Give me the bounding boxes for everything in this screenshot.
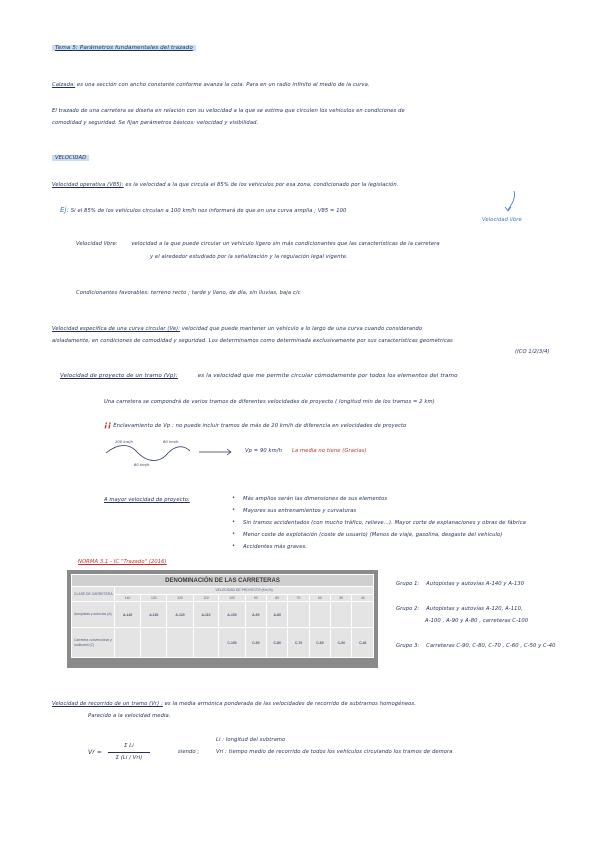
table-speed-cell: 60: [309, 594, 330, 602]
table-cell: A-110: [193, 602, 219, 628]
table-cell: A-130: [141, 602, 167, 628]
mayor-velocidad: [104, 497, 190, 504]
table-cell: C-100: [219, 628, 245, 658]
norma-label: NORMA 3.1 - IC "Trazado" (2016): [78, 559, 167, 565]
formula-def-2: Vri : tiempo medio de recorrido de todos los vehículos circulando los tramos de demora: [216, 749, 453, 755]
table-cell: C-50: [331, 628, 352, 658]
formula-vp-note: La media no tiene (Gracias): [292, 448, 367, 454]
table-speed-cell: 110: [193, 594, 219, 602]
table-speed-cell: 70: [288, 594, 309, 602]
grupo-3-text: Carreteras C-90, C-80, C-70 , C-60 , C-50 y C-40: [426, 643, 556, 649]
table-row: [72, 602, 374, 628]
bullet-icon: •: [232, 531, 236, 537]
grupo-1-label: Grupo 1:: [396, 581, 420, 587]
bullet-icon: •: [232, 507, 236, 513]
bullet-icon: •: [232, 543, 236, 549]
side-note: Velocidad libre: [482, 217, 522, 223]
velocidad-especifica-label: Velocidad específica de una curva circular (Ve):: [52, 326, 181, 332]
grupo-3-label: Grupo 3:: [396, 643, 420, 649]
table-cell: [193, 628, 219, 658]
formula-vr-lhs: Vr =: [88, 749, 102, 756]
grupo-2-label: Grupo 2:: [396, 606, 420, 612]
table-row-label: Carretera convencional y multicarril (C): [72, 628, 115, 658]
table-cell: A-100: [219, 602, 245, 628]
formula-vp: Vp = 90 km/h: [245, 448, 283, 454]
velocidad-proyecto: [60, 373, 458, 380]
table-title: DENOMINACIÓN DE LAS CARRETERAS: [72, 575, 374, 587]
table-speed-cell: 90: [245, 594, 266, 602]
velocidad-especifica: [52, 326, 422, 333]
table-row-label: Autopistas y autovías (A): [72, 602, 115, 628]
curve-label-1: 100 km/h: [115, 440, 133, 444]
denominacion-table: [71, 574, 374, 658]
curved-arrow-icon: [500, 190, 520, 214]
table-cell: C-90: [245, 628, 266, 658]
warning-text: Enclavamiento de Vp : no puede incluir tramos de más de 20 km/h de diferencia en velocidades de proyecto: [113, 423, 407, 429]
velocidad-libre-line-1: velocidad a la que puede circular un vehículo ligero sin más condicionantes que las características de la carretera: [131, 241, 440, 247]
velocidad-especifica-line-2: aisladamente, en condiciones de comodidad y seguridad. Los determinamos como determinada exclusivamente por sus características geométricas: [52, 338, 453, 344]
table-cell: [331, 602, 352, 628]
table-speed-cell: 140: [115, 594, 141, 602]
table-cell: [288, 602, 309, 628]
table-speed-cell: 50: [331, 594, 352, 602]
table-speed-cell: 40: [352, 594, 374, 602]
table-cell: C-40: [352, 628, 374, 658]
table-cell: [309, 602, 330, 628]
velocidad-recorrido-label: Velocidad de recorrido de un tramo (Vr) :: [52, 701, 163, 707]
mayor-velocidad-item-4: Menor coste de explotación (coste de usuario) (Menos de viaje, gasolina, desgaste del vehículo): [243, 532, 503, 538]
velocidad-recorrido: [52, 701, 416, 708]
fraction-bar: [108, 752, 150, 753]
mayor-velocidad-item-1: Más amplios serán las dimensiones de sus elementos: [243, 496, 388, 502]
table-cell: C-80: [266, 628, 287, 658]
mayor-velocidad-label: A mayor velocidad de proyecto:: [104, 497, 190, 503]
velocidad-libre-label: Velocidad libre:: [76, 241, 118, 247]
section-label-text: VELOCIDAD: [52, 155, 89, 161]
formula-def-1: Li : longitud del subtramo: [216, 737, 286, 743]
grupo-2-line-2: A-100 , A-90 y A-80 , carreteras C-100: [425, 618, 529, 624]
example-text: Si el 85% de los vehículos circulan a 100 km/h nos informará de que en una curva amplia ; V85 = 100: [70, 208, 347, 214]
table-speed-cell: 100: [219, 594, 245, 602]
condicionantes: [76, 290, 301, 297]
velocidad-recorrido-line-1: es la media armónica ponderada de las velocidades de recorrido de subtramos homogéneos.: [164, 701, 416, 707]
table-class-header: CLASE DE CARRETERA: [72, 587, 115, 602]
grupo-3: [396, 643, 556, 650]
table-cell: A-120: [167, 602, 193, 628]
definition: [52, 82, 370, 89]
warning-icon: ¡¡: [104, 420, 112, 429]
definition-text: es una sección con ancho constante conforme avanza la cota. Para en un radio infinito al medio de la curva.: [76, 82, 370, 88]
velocidad-proyecto-line-2: Una carretera se compondrá de varios tramos de diferentes velocidades de proyecto ( longitud mín de los tramos = 2 km): [104, 399, 435, 405]
velocidad-operacion-label: Velocidad operativa (V85):: [52, 182, 124, 188]
curve-label-2: 80 km/h: [163, 440, 179, 444]
table-cell: [115, 628, 141, 658]
formula-denominator: Σ (Li / Vri): [115, 755, 143, 761]
grupo-2: [396, 606, 523, 613]
velocidad-especifica-line-1: velocidad que puede mantener un vehículo a lo largo de una curva cuando considerando: [181, 326, 423, 332]
arrow-right-icon: [198, 447, 234, 457]
table-speed-header: VELOCIDAD DE PROYECTO (Km /h): [115, 587, 374, 595]
table-cell: C-70: [288, 628, 309, 658]
velocidad-operacion: [52, 182, 398, 189]
example-prefix: Ej:: [60, 206, 70, 214]
grupo-1: [396, 581, 524, 588]
table-cell: [167, 628, 193, 658]
velocidad-proyecto-text: es la velocidad que me permite circular cómodamente por todos los elementos del tramo: [197, 373, 458, 379]
table-cell: [352, 602, 374, 628]
velocidad-recorrido-line-2: Parecido a la velocidad media.: [88, 713, 171, 719]
table-speed-cell: 130: [141, 594, 167, 602]
page-title-text: Tema 5: Parámetros fundamentales del trazado: [52, 45, 196, 51]
table-speed-cell: 80: [266, 594, 287, 602]
grupo-2-line-1: Autopistas y autovías A-120, A-110,: [426, 606, 523, 612]
section-label: [52, 155, 89, 162]
page-title: [52, 45, 196, 52]
curve-label-3: 60 km/h: [134, 463, 150, 467]
formula-where: siendo ;: [178, 749, 200, 755]
mayor-velocidad-item-5: Accidentes más graves.: [243, 544, 308, 550]
formula-numerator: Σ Li: [124, 743, 134, 749]
velocidad-operacion-example: [60, 207, 346, 215]
table-cell: A-80: [266, 602, 287, 628]
velocidad-operacion-text: es la velocidad a la que circula el 85% de los vehículos por esa zona, condicionado por la legislación.: [125, 182, 399, 188]
velocidad-libre-line-2: y el alrededor estudiado por la señalización y la regulación legal vigente.: [150, 254, 348, 260]
curve-sketch: [104, 441, 192, 463]
mayor-velocidad-item-3: Sin tramos accidentados (con mucho tráfico, relieve...). Mayor corte de explanaciones y obras de fábrica: [243, 520, 526, 526]
mayor-velocidad-item-2: Mayores sus entrenamientos y curvaturas: [243, 508, 357, 514]
table-cell: [141, 628, 167, 658]
definition-label: Calzada:: [52, 82, 76, 88]
bullet-icon: •: [232, 495, 236, 501]
condicionantes-text: terreno recto ; tarde y llano, de día, sin lluvias, baja c/c: [150, 290, 301, 296]
table-speed-cell: 120: [167, 594, 193, 602]
table-row: [72, 628, 374, 658]
condicionantes-label: Condicionantes favorables:: [76, 290, 150, 296]
table-cell: C-60: [309, 628, 330, 658]
bullet-icon: •: [232, 519, 236, 525]
velocidad-proyecto-warning: [104, 421, 406, 430]
velocidad-libre: [76, 241, 440, 248]
intro-line-1: El trazado de una carretera se diseña en relación con su velocidad a la que se estima que circulen los vehículos en condiciones de: [52, 108, 405, 114]
table-cell: A-90: [245, 602, 266, 628]
velocidad-especifica-ref: (ICO 1/2/3/4): [515, 349, 550, 355]
table-cell: A-140: [115, 602, 141, 628]
velocidad-proyecto-label: Velocidad de proyecto de un tramo (Vp):: [60, 373, 178, 379]
grupo-1-text: Autopistas y autovías A-140 y A-130: [426, 581, 525, 587]
intro-line-2: comodidad y seguridad. Se fijan parámetros básicos: velocidad y visibilidad.: [52, 120, 259, 126]
